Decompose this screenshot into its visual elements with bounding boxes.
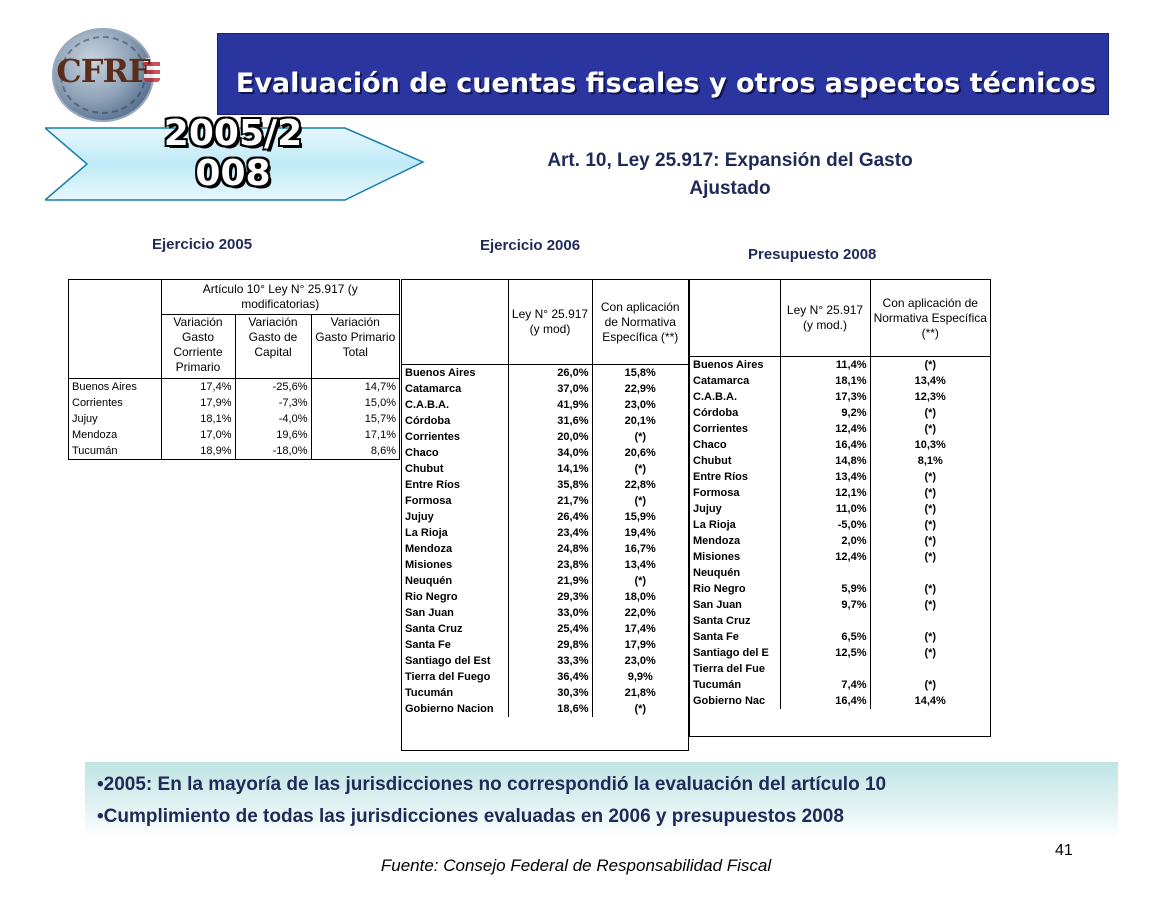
section-subtitle	[470, 147, 990, 203]
table-row	[690, 629, 990, 645]
table-row	[402, 621, 688, 637]
value-cell: 9,7%	[780, 597, 870, 613]
jurisdiction-cell: Catamarca	[405, 383, 462, 395]
value-cell: 12,4%	[780, 421, 870, 437]
jurisdiction-cell: Jujuy	[693, 503, 722, 515]
table-row	[402, 365, 688, 382]
value-cell: 22,8%	[592, 477, 688, 493]
value-cell: 19,4%	[592, 525, 688, 541]
value-cell: 17,1%	[311, 427, 399, 443]
table-row	[690, 453, 990, 469]
value-cell: 36,4%	[508, 669, 592, 685]
value-cell: 10,3%	[870, 437, 990, 453]
value-cell: 18,0%	[592, 589, 688, 605]
table-body-2005	[69, 379, 399, 460]
value-cell: (*)	[592, 493, 688, 509]
table-row	[402, 669, 688, 685]
table-row	[402, 701, 688, 717]
value-cell: 12,3%	[870, 389, 990, 405]
value-cell: 2,0%	[780, 533, 870, 549]
value-cell: 22,0%	[592, 605, 688, 621]
table-row	[69, 443, 399, 459]
table-row	[690, 645, 990, 661]
value-cell	[870, 565, 990, 581]
jurisdiction-cell: Santa Cruz	[693, 615, 751, 627]
value-cell: 15,7%	[311, 411, 399, 427]
value-cell: (*)	[870, 485, 990, 501]
jurisdiction-cell: C.A.B.A.	[693, 391, 737, 403]
table-row	[690, 357, 990, 374]
jurisdiction-cell: Rio Negro	[693, 583, 746, 595]
page-number: 41	[1055, 842, 1073, 859]
value-cell: 9,2%	[780, 405, 870, 421]
table-row	[402, 413, 688, 429]
value-cell: (*)	[592, 573, 688, 589]
jurisdiction-cell: San Juan	[405, 607, 454, 619]
jurisdiction-cell: La Rioja	[693, 519, 736, 531]
table-row	[402, 637, 688, 653]
column-header-normativa: Con aplicación de Normativa Específica (**)	[592, 280, 688, 365]
jurisdiction-cell: Neuquén	[693, 567, 741, 579]
value-cell: 15,0%	[311, 395, 399, 411]
value-cell: 18,9%	[161, 443, 235, 459]
jurisdiction-cell: Chaco	[693, 439, 727, 451]
value-cell: 20,0%	[508, 429, 592, 445]
value-cell: 18,6%	[508, 701, 592, 717]
value-cell: 16,4%	[780, 693, 870, 709]
bullet-marker: •	[97, 774, 104, 795]
value-cell: 19,6%	[235, 427, 311, 443]
value-cell: 17,4%	[161, 379, 235, 396]
jurisdiction-cell: Corrientes	[405, 431, 461, 443]
value-cell: 9,9%	[592, 669, 688, 685]
bullet-text: Cumplimiento de todas las jurisdicciones evaluadas en 2006 y presupuestos 2008	[103, 806, 844, 827]
value-cell: 14,4%	[870, 693, 990, 709]
jurisdiction-cell: Santiago del E	[693, 647, 769, 659]
value-cell: 23,8%	[508, 557, 592, 573]
value-cell: 26,0%	[508, 365, 592, 382]
conclusions-box	[85, 762, 1118, 838]
value-cell	[780, 565, 870, 581]
table-row	[402, 493, 688, 509]
jurisdiction-cell: Buenos Aires	[405, 367, 476, 379]
table-row	[402, 541, 688, 557]
jurisdiction-cell: Tucumán	[693, 679, 742, 691]
value-cell: 5,9%	[780, 581, 870, 597]
jurisdiction-cell: Catamarca	[693, 375, 750, 387]
jurisdiction-cell: Rio Negro	[405, 591, 458, 603]
jurisdiction-cell: Jujuy	[405, 511, 434, 523]
value-cell: 17,3%	[780, 389, 870, 405]
table-row	[402, 461, 688, 477]
value-cell: 31,6%	[508, 413, 592, 429]
value-cell: 22,9%	[592, 381, 688, 397]
value-cell: (*)	[870, 357, 990, 374]
value-cell: 21,9%	[508, 573, 592, 589]
value-cell: 13,4%	[780, 469, 870, 485]
value-cell: 12,4%	[780, 549, 870, 565]
jurisdiction-cell: Córdoba	[693, 407, 739, 419]
value-cell: 17,9%	[161, 395, 235, 411]
value-cell: (*)	[870, 645, 990, 661]
value-cell: 18,1%	[780, 373, 870, 389]
table-row	[402, 557, 688, 573]
value-cell: (*)	[592, 461, 688, 477]
jurisdiction-cell: Misiones	[693, 551, 741, 563]
jurisdiction-cell: Tierra del Fuego	[405, 671, 491, 683]
jurisdiction-cell: Formosa	[405, 495, 452, 507]
column-header-ley: Ley N° 25.917 (y mod)	[508, 280, 592, 365]
jurisdiction-cell: Córdoba	[405, 415, 451, 427]
jurisdiction-cell: Misiones	[405, 559, 453, 571]
value-cell: 33,3%	[508, 653, 592, 669]
column-header-normativa: Con aplicación de Normativa Específica (**)	[870, 280, 990, 357]
table-row	[690, 485, 990, 501]
table-row	[690, 613, 990, 629]
table-row	[402, 605, 688, 621]
value-cell	[870, 613, 990, 629]
table-row	[690, 373, 990, 389]
table-row	[690, 437, 990, 453]
table-row	[690, 549, 990, 565]
table-row	[402, 525, 688, 541]
value-cell: 23,0%	[592, 653, 688, 669]
jurisdiction-cell: Santa Fe	[405, 639, 451, 651]
value-cell: 17,0%	[161, 427, 235, 443]
value-cell: (*)	[870, 533, 990, 549]
value-cell: (*)	[870, 549, 990, 565]
jurisdiction-cell: San Juan	[693, 599, 742, 611]
jurisdiction-cell: Corrientes	[72, 397, 123, 409]
table-row	[69, 395, 399, 411]
value-cell: 21,8%	[592, 685, 688, 701]
value-cell: (*)	[870, 517, 990, 533]
value-cell: 30,3%	[508, 685, 592, 701]
label-presupuesto-2008: Presupuesto 2008	[748, 246, 877, 263]
value-cell: 15,8%	[592, 365, 688, 382]
table-body-2006	[402, 365, 688, 718]
table-presupuesto-2008	[689, 279, 991, 737]
table-ejercicio-2005	[68, 279, 400, 460]
table-row	[402, 429, 688, 445]
table-row	[690, 597, 990, 613]
value-cell: 8,6%	[311, 443, 399, 459]
value-cell: 6,5%	[780, 629, 870, 645]
title-banner	[217, 33, 1109, 115]
value-cell	[780, 613, 870, 629]
jurisdiction-cell: Chaco	[405, 447, 439, 459]
jurisdiction-cell: Mendoza	[405, 543, 453, 555]
value-cell: 20,6%	[592, 445, 688, 461]
value-cell: (*)	[870, 501, 990, 517]
value-cell: 13,4%	[592, 557, 688, 573]
table-row	[69, 411, 399, 427]
table-row	[690, 389, 990, 405]
table-row	[402, 509, 688, 525]
bullet-text: 2005: En la mayoría de las jurisdicciones no correspondió la evaluación del artículo 10	[103, 774, 887, 795]
value-cell: 33,0%	[508, 605, 592, 621]
value-cell: (*)	[870, 469, 990, 485]
value-cell: 14,1%	[508, 461, 592, 477]
table-row	[690, 533, 990, 549]
jurisdiction-cell: C.A.B.A.	[405, 399, 449, 411]
subtitle-line-1: Art. 10, Ley 25.917: Expansión del Gasto	[547, 150, 913, 171]
value-cell: 12,1%	[780, 485, 870, 501]
value-cell: 11,0%	[780, 501, 870, 517]
value-cell: (*)	[592, 429, 688, 445]
jurisdiction-cell: Chubut	[405, 463, 444, 475]
value-cell: 29,3%	[508, 589, 592, 605]
value-cell: 41,9%	[508, 397, 592, 413]
table-row	[690, 469, 990, 485]
value-cell: 16,4%	[780, 437, 870, 453]
value-cell: 13,4%	[870, 373, 990, 389]
table-row	[69, 427, 399, 443]
table-ejercicio-2006	[401, 279, 689, 751]
column-header: Variación Gasto Primario Total	[311, 314, 399, 379]
table-row	[690, 565, 990, 581]
jurisdiction-cell: Neuquén	[405, 575, 453, 587]
value-cell: 25,4%	[508, 621, 592, 637]
value-cell: 18,1%	[161, 411, 235, 427]
column-header: Variación Gasto de Capital	[235, 314, 311, 379]
jurisdiction-cell: Gobierno Nacion	[405, 703, 494, 715]
jurisdiction-cell: Tucumán	[72, 445, 118, 457]
bullet-item-2	[97, 806, 844, 828]
jurisdiction-cell: Chubut	[693, 455, 732, 467]
label-ejercicio-2005: Ejercicio 2005	[152, 236, 253, 253]
table-row	[402, 381, 688, 397]
jurisdiction-cell: Corrientes	[693, 423, 749, 435]
bullet-marker: •	[97, 806, 104, 827]
value-cell: (*)	[870, 405, 990, 421]
column-header-ley: Ley N° 25.917 (y mod.)	[780, 280, 870, 357]
table-row	[690, 501, 990, 517]
jurisdiction-cell: Buenos Aires	[72, 381, 137, 393]
table-row	[402, 445, 688, 461]
value-cell: 21,7%	[508, 493, 592, 509]
value-cell: 16,7%	[592, 541, 688, 557]
value-cell: -7,3%	[235, 395, 311, 411]
value-cell: 17,9%	[592, 637, 688, 653]
table-row	[402, 685, 688, 701]
table-row	[690, 661, 990, 677]
table-row	[402, 397, 688, 413]
group-header: Artículo 10° Ley N° 25.917 (y modificatorias)	[161, 280, 399, 314]
jurisdiction-cell: La Rioja	[405, 527, 448, 539]
jurisdiction-cell: Buenos Aires	[693, 359, 764, 371]
period-label: 2005/2008	[163, 113, 303, 194]
table-row	[402, 573, 688, 589]
value-cell: (*)	[870, 677, 990, 693]
value-cell: 34,0%	[508, 445, 592, 461]
value-cell	[870, 661, 990, 677]
value-cell: 23,4%	[508, 525, 592, 541]
table-row	[402, 477, 688, 493]
table-body-2008	[690, 357, 990, 710]
value-cell: (*)	[870, 629, 990, 645]
value-cell: 14,7%	[311, 379, 399, 396]
table-row	[402, 653, 688, 669]
logo	[52, 28, 154, 122]
jurisdiction-cell: Mendoza	[72, 429, 118, 441]
jurisdiction-cell: Formosa	[693, 487, 740, 499]
value-cell: -25,6%	[235, 379, 311, 396]
jurisdiction-cell: Santa Fe	[693, 631, 739, 643]
logo-text: CFRF	[56, 52, 150, 90]
value-cell: 15,9%	[592, 509, 688, 525]
table-row	[690, 517, 990, 533]
value-cell: -4,0%	[235, 411, 311, 427]
value-cell: 26,4%	[508, 509, 592, 525]
value-cell: 14,8%	[780, 453, 870, 469]
value-cell: -18,0%	[235, 443, 311, 459]
jurisdiction-cell: Mendoza	[693, 535, 741, 547]
jurisdiction-cell: Entre Ríos	[405, 479, 461, 491]
table-row	[69, 379, 399, 396]
value-cell: -5,0%	[780, 517, 870, 533]
table-row	[690, 581, 990, 597]
value-cell: (*)	[592, 701, 688, 717]
value-cell: 20,1%	[592, 413, 688, 429]
value-cell: 17,4%	[592, 621, 688, 637]
value-cell: (*)	[870, 421, 990, 437]
value-cell: 37,0%	[508, 381, 592, 397]
table-row	[690, 677, 990, 693]
value-cell: 8,1%	[870, 453, 990, 469]
table-row	[402, 589, 688, 605]
source-note: Fuente: Consejo Federal de Responsabilidad Fiscal	[380, 856, 772, 875]
jurisdiction-cell: Jujuy	[72, 413, 98, 425]
value-cell	[780, 661, 870, 677]
jurisdiction-cell: Gobierno Nac	[693, 695, 766, 707]
value-cell: 35,8%	[508, 477, 592, 493]
table-row	[690, 405, 990, 421]
value-cell: 24,8%	[508, 541, 592, 557]
jurisdiction-cell: Tierra del Fue	[693, 663, 765, 675]
jurisdiction-cell: Santiago del Est	[405, 655, 491, 667]
subtitle-line-2: Ajustado	[689, 178, 771, 199]
page-title: Evaluación de cuentas fiscales y otros aspectos técnicos	[235, 68, 1096, 99]
value-cell: 29,8%	[508, 637, 592, 653]
value-cell: 7,4%	[780, 677, 870, 693]
value-cell: 11,4%	[780, 357, 870, 374]
jurisdiction-cell: Entre Ríos	[693, 471, 749, 483]
label-ejercicio-2006: Ejercicio 2006	[480, 237, 581, 254]
value-cell: 12,5%	[780, 645, 870, 661]
value-cell: 23,0%	[592, 397, 688, 413]
bullet-item-1	[97, 774, 886, 796]
value-cell: (*)	[870, 581, 990, 597]
column-header: Variación Gasto Corriente Primario	[161, 314, 235, 379]
jurisdiction-cell: Santa Cruz	[405, 623, 463, 635]
table-row	[690, 693, 990, 709]
table-row	[690, 421, 990, 437]
jurisdiction-cell: Tucumán	[405, 687, 454, 699]
value-cell: (*)	[870, 597, 990, 613]
